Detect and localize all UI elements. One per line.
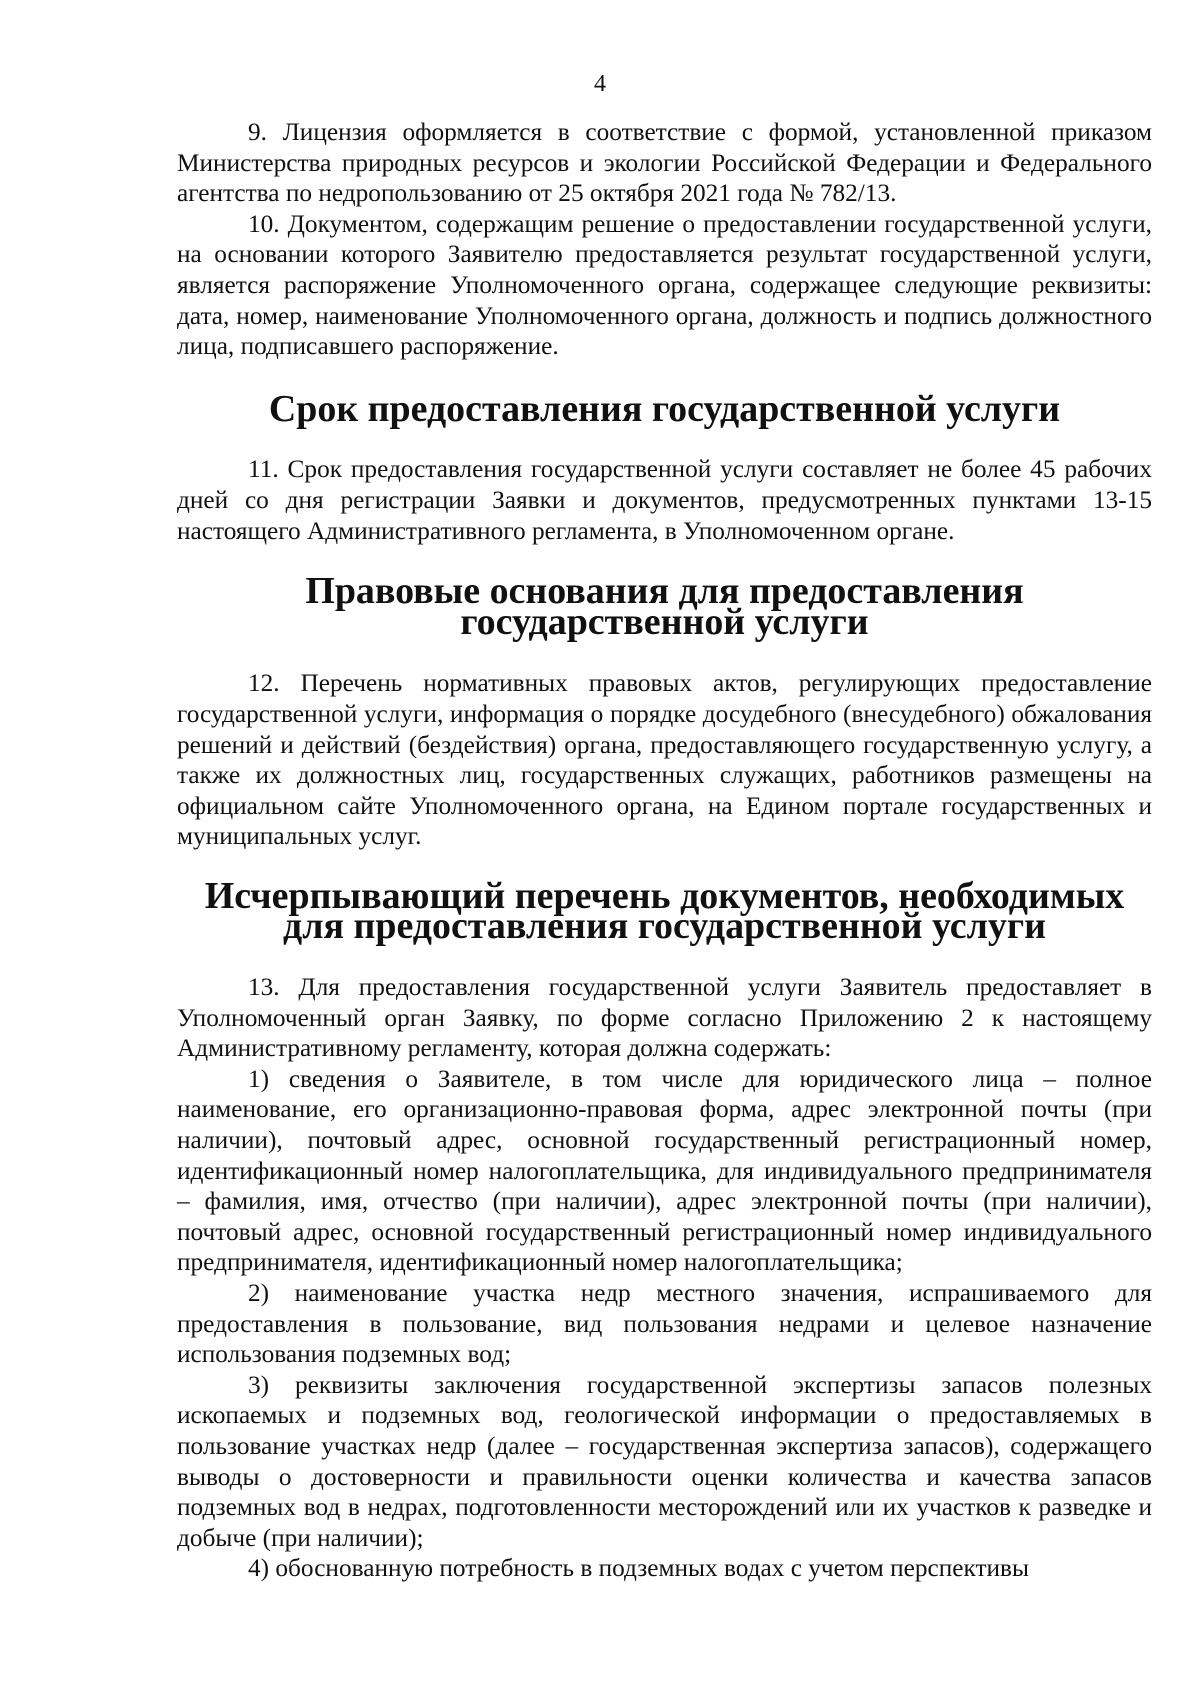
heading-service-term: Срок предоставления государственной услуги (268, 387, 1061, 430)
paragraph-13-item-3: 3) реквизиты заключения государственной экспертизы запасов полезных ископаемых и подземных вод, геологической информации о предоставляемых в пользование участках недр (далее – государственная экспертиза запасов), содержащего выводы о достоверности и правильности оценки количества и качества запасов подземных вод в недрах, подготовленности месторождений или их участков к разведке и добыче (при наличии); (177, 1370, 1152, 1552)
page-number: 4 (594, 71, 606, 97)
heading-required-documents (177, 874, 1152, 948)
heading-required-documents-line-1: Исчерпывающий перечень документов, необходимых (204, 874, 1125, 917)
paragraph-11: 11. Срок предоставления государственной услуги составляет не более 45 рабочих дней со дня регистрации Заявки и документов, предусмотренных пунктами 13-15 настоящего Административного регламента, в Уполномоченном органе. (177, 455, 1152, 545)
paragraph-9: 9. Лицензия оформляется в соответствие с формой, установленной приказом Министерства природных ресурсов и экологии Российской Федерации и Федерального агентства по недропользованию от 25 октября 2021 года № 782/13. (177, 118, 1152, 208)
paragraph-12: 12. Перечень нормативных правовых актов, регулирующих предоставление государственной услуги, информация о порядке досудебного (внесудебного) обжалования решений и действий (бездействия) органа, предоставляющего государственную услугу, а также их должностных лиц, государственных служащих, работников размещены на официальном сайте Уполномоченного органа, на Едином портале государственных и муниципальных услуг. (177, 669, 1152, 851)
heading-required-documents-line-2: для предоставления государственной услуги (283, 905, 1046, 948)
paragraph-13-item-4: 4) обоснованную потребность в подземных водах с учетом перспективы (248, 1554, 1029, 1583)
paragraph-13-item-1: 1) сведения о Заявителе, в том числе для юридического лица – полное наименование, его организационно-правовая форма, адрес электронной почты (при наличии), почтовый адрес, основной государственный регистрационный номер, идентификационный номер налогоплательщика, для индивидуального предпринимателя – фамилия, имя, отчество (при наличии), адрес электронной почты (при наличии), почтовый адрес, основной государственный регистрационный номер индивидуального предпринимателя, идентификационный номер налогоплательщика; (177, 1064, 1152, 1277)
paragraph-10: 10. Документом, содержащим решение о предоставлении государственной услуги, на основании которого Заявителю предоставляется результат государственной услуги, является распоряжение Уполномоченного органа, содержащее следующие реквизиты: дата, номер, наименование Уполномоченного органа, должность и подпись должностного лица, подписавшего распоряжение. (177, 209, 1152, 361)
document-body (177, 117, 1152, 1584)
heading-legal-grounds: Правовые основания для предоставления государственной услуги (305, 570, 1024, 643)
paragraph-13-item-2: 2) наименование участка недр местного значения, испрашиваемого для предоставления в пользование, вид пользования недрами и целевое назначение использования подземных вод; (177, 1279, 1152, 1369)
paragraph-13: 13. Для предоставления государственной услуги Заявитель предоставляет в Уполномоченный орган Заявку, по форме согласно Приложению 2 к настоящему Административному регламенту, которая должна содержать: (177, 973, 1152, 1063)
